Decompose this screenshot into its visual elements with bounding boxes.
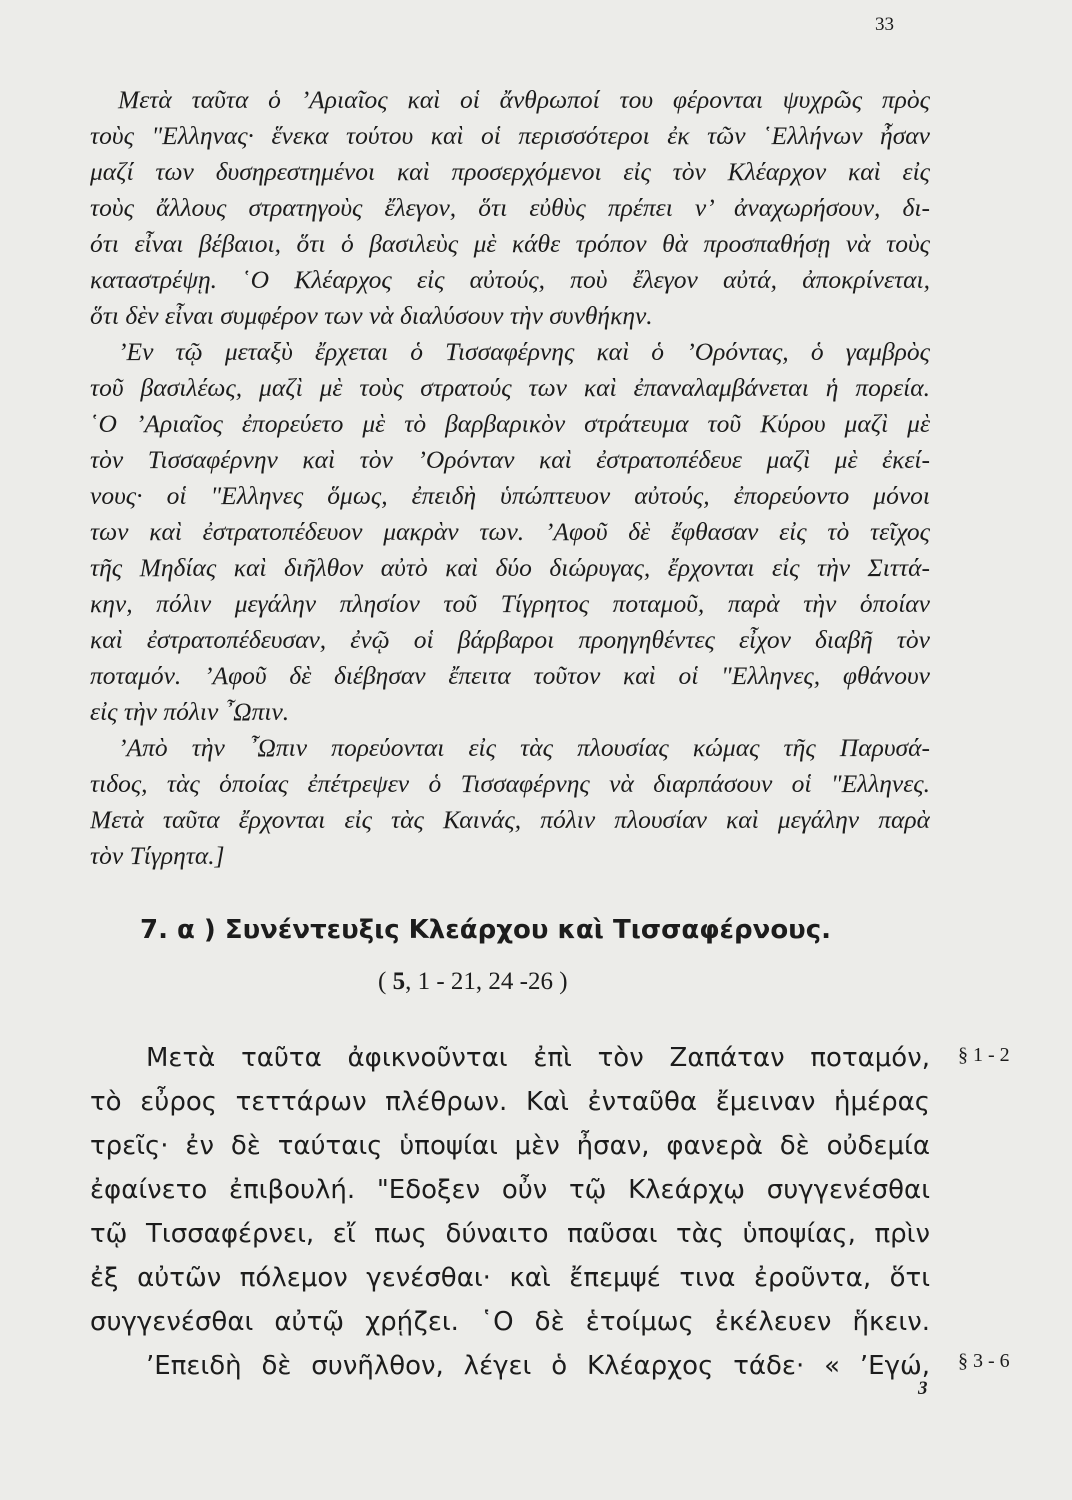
summary-line: κην, πόλιν μεγάλην πλησίον τοῦ Τίγρητος ποταμοῦ, παρὰ τὴν ὁποίαν <box>90 589 930 618</box>
text-line: τῷ Τισσαφέρνει, εἴ πως δύναιτο παῦσαι τὰς ὑποψίας, πρὶν <box>90 1219 930 1249</box>
summary-line: τῆς Μηδίας καὶ διῆλθον αὐτὸ καὶ δύο διώρυγας, ἔρχονται εἰς τὴν Σιττά- <box>90 553 930 582</box>
summary-line: νους· οἱ "Ελληνες ὅμως, ἐπειδὴ ὑπώπτευον αὐτούς, ἐπορεύοντο μόνοι <box>90 481 930 510</box>
summary-line: ὅτι δὲν εἶναι συμφέρον των νὰ διαλύσουν τὴν συνθήκην. <box>90 301 653 330</box>
summary-line: καταστρέψῃ. ῾Ο Κλέαρχος εἰς αὐτούς, ποὺ ἔλεγον αὐτά, ἀποκρίνεται, <box>90 265 930 294</box>
summary-line: τιδος, τὰς ὁποίας ἐπέτρεψεν ὁ Τισσαφέρνης νὰ διαρπάσουν οἱ "Ελληνες. <box>90 769 930 798</box>
summary-line: ’Εν τῷ μεταξὺ ἔρχεται ὁ Τισσαφέρνης καὶ ὁ ’Ορόντας, ὁ γαμβρὸς <box>118 337 930 366</box>
summary-line: ότι εἶναι βέβαιοι, ὅτι ὁ βασιλεὺς μὲ κάθε τρόπον θὰ προσπαθήσῃ νὰ τοὺς <box>90 229 930 258</box>
page-number: 33 <box>875 14 894 35</box>
text-line: τὸ εὖρος τεττάρων πλέθρων. Καὶ ἐνταῦθα ἔμειναν ἡμέρας <box>90 1087 930 1117</box>
section-heading: 7. α ) Συνέντευξις Κλεάρχου καὶ Τισσαφέρνους. <box>140 915 832 945</box>
section-reference <box>378 962 568 1002</box>
summary-line: ῾Ο ’Αριαῖος ἐπορεύετο μὲ τὸ βαρβαρικὸν στράτευμα τοῦ Κύρου μαζὶ μὲ <box>90 409 930 438</box>
margin-section-ref: § 3 - 6 <box>958 1350 1010 1372</box>
text-line: ἐξ αὐτῶν πόλεμον γενέσθαι· καὶ ἔπεμψέ τινα ἐροῦντα, ὅτι <box>90 1263 930 1293</box>
summary-line: των καὶ ἐστρατοπέδευον μακρὰν των. ’Αφοῦ δὲ ἔφθασαν εἰς τὸ τεῖχος <box>90 517 930 546</box>
text-line: τρεῖς· ἐν δὲ ταύταις ὑποψίαι μὲν ἦσαν, φανερὰ δὲ οὐδεμία <box>90 1131 930 1161</box>
text-line: ἐφαίνετο ἐπιβουλή. "Εδοξεν οὖν τῷ Κλεάρχῳ συγγενέσθαι <box>90 1175 930 1205</box>
section-ref-open: ( <box>378 968 393 995</box>
summary-paragraphs <box>90 82 930 874</box>
summary-line: τὸν Τίγρητα.] <box>90 841 225 870</box>
summary-line: ’Απὸ τὴν ῏Ωπιν πορεύονται εἰς τὰς πλουσίας κώμας τῆς Παρυσά- <box>118 733 930 762</box>
summary-line: Μετὰ ταῦτα ὁ ’Αριαῖος καὶ οἱ ἄνθρωποί του φέρονται ψυχρῶς πρὸς <box>118 85 930 114</box>
section-ref-rest: , 1 - 21, 24 -26 ) <box>405 968 568 995</box>
summary-line: εἰς τὴν πόλιν ῏Ωπιν. <box>90 697 290 726</box>
signature-mark: 3 <box>918 1378 928 1399</box>
text-line: ’Επειδὴ δὲ συνῆλθον, λέγει ὁ Κλέαρχος τάδε· « ’Εγώ, <box>146 1351 930 1381</box>
text-line: συγγενέσθαι αὐτῷ χρῄζει. ῾Ο δὲ ἑτοίμως ἐκέλευεν ἥκειν. <box>90 1307 930 1337</box>
section-ref-book: 5 <box>392 968 406 995</box>
text-line: Μετὰ ταῦτα ἀφικνοῦνται ἐπὶ τὸν Ζαπάταν ποταμόν, <box>146 1043 930 1073</box>
summary-line: καὶ ἐστρατοπέδευσαν, ἐνῷ οἱ βάρβαροι προηγηθέντες εἶχον διαβῆ τὸν <box>90 625 930 654</box>
summary-line: τὸν Τισσαφέρνην καὶ τὸν ’Ορόνταν καὶ ἐστρατοπέδευε μαζὶ μὲ ἐκεί- <box>90 445 930 474</box>
summary-line: τοὺς ἄλλους στρατηγοὺς ἔλεγον, ὅτι εὐθὺς πρέπει ν’ ἀναχωρήσουν, δι- <box>90 193 930 222</box>
summary-line: ποταμόν. ’Αφοῦ δὲ διέβησαν ἔπειτα τοῦτον καὶ οἱ "Ελληνες, φθάνουν <box>90 661 930 690</box>
summary-line: Μετὰ ταῦτα ἔρχονται εἰς τὰς Καινάς, πόλιν πλουσίαν καὶ μεγάλην παρὰ <box>90 805 930 834</box>
summary-line: τοὺς "Ελληνας· ἕνεκα τούτου καὶ οἱ περισσότεροι ἐκ τῶν ῾Ελλήνων ἦσαν <box>90 121 930 150</box>
greek-text-body <box>90 1036 930 1388</box>
margin-section-ref: § 1 - 2 <box>958 1044 1010 1066</box>
summary-line: τοῦ βασιλέως, μαζὶ μὲ τοὺς στρατούς των καὶ ἐπαναλαμβάνεται ἡ πορεία. <box>90 373 930 402</box>
summary-line: μαζί των δυσηρεστημένοι καὶ προσερχόμενοι εἰς τὸν Κλέαρχον καὶ εἰς <box>90 157 930 186</box>
